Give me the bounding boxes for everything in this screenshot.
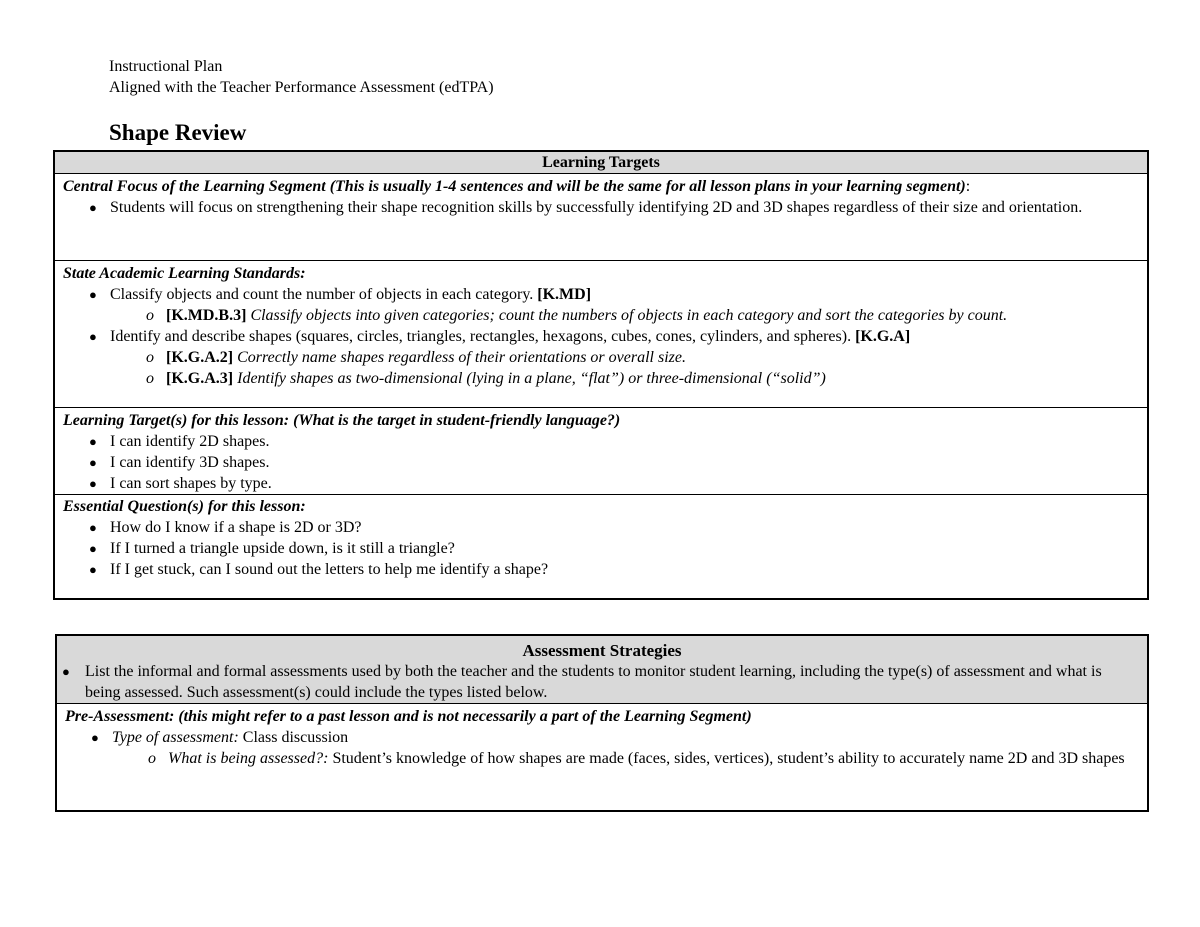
standard-2-text: Identify and describe shapes (squares, circles, triangles, rectangles, hexagons, cubes, cones, cylinders, and spheres).: [110, 328, 852, 345]
bullet-icon: ●: [89, 200, 97, 215]
bullet-icon: ●: [89, 455, 97, 470]
central-focus-colon: :: [965, 178, 971, 195]
assessment-heading-section: [56, 635, 1148, 704]
list-item: [63, 284, 1139, 326]
assessment-strategies-table: [55, 634, 1149, 812]
bullet-icon: ●: [89, 329, 97, 344]
standard-1-sub-code: [K.MD.B.3]: [166, 307, 247, 324]
learning-targets-section: [54, 408, 1148, 495]
list-item: [57, 661, 1139, 703]
assessment-type-label: Type of assessment:: [112, 729, 239, 746]
page-title: Shape Review: [109, 120, 247, 145]
pre-assessment-label: Pre-Assessment: (this might refer to a past lesson and is not necessarily a part of the Learning Segment): [65, 708, 752, 725]
bullet-icon: ●: [62, 664, 70, 679]
list-item: [63, 559, 1139, 580]
target-text: I can identify 2D shapes.: [110, 433, 270, 450]
target-text: I can identify 3D shapes.: [110, 454, 270, 471]
bullet-icon: ●: [91, 730, 99, 745]
standard-1-code: [K.MD]: [537, 286, 592, 303]
pre-assessment-section: [56, 704, 1148, 812]
central-focus-label: Central Focus of the Learning Segment (This is usually 1-4 sentences and will be the same for all lesson plans in your learning segment): [63, 178, 966, 195]
list-item: [63, 538, 1139, 559]
assessment-heading: Assessment Strategies: [522, 641, 682, 660]
learning-targets-table: [53, 150, 1149, 600]
central-focus-section: [54, 174, 1148, 261]
learning-targets-label: Learning Target(s) for this lesson: (What is the target in student-friendly language?): [63, 412, 621, 429]
list-item: [63, 452, 1139, 473]
learning-targets-heading: Learning Targets: [54, 151, 1148, 174]
header-line-1: Instructional Plan: [109, 58, 223, 75]
assessed-value: Student’s knowledge of how shapes are made (faces, sides, vertices), student’s ability to accurately name 2D and 3D shapes: [332, 750, 1125, 767]
central-focus-text: Students will focus on strengthening their shape recognition skills by successfully identifying 2D and 3D shapes regardless of their size and orientation.: [110, 199, 1083, 216]
bullet-icon: ●: [89, 476, 97, 491]
bullet-icon: ●: [89, 562, 97, 577]
list-item: [63, 197, 1139, 218]
target-text: I can sort shapes by type.: [110, 475, 272, 492]
standards-label: State Academic Learning Standards:: [63, 265, 306, 282]
header-line-2: Aligned with the Teacher Performance Assessment (edTPA): [109, 79, 494, 96]
standard-2-sub2-text: Identify shapes as two-dimensional (lying in a plane, “flat”) or three-dimensional (“solid”): [237, 370, 826, 387]
list-item: [63, 326, 1139, 389]
list-item: [63, 473, 1139, 494]
standard-1-sub-text: Classify objects into given categories; count the numbers of objects in each category and sort the categories by count.: [250, 307, 1008, 324]
standard-1-text: Classify objects and count the number of objects in each category.: [110, 286, 534, 303]
list-item: [65, 748, 1139, 769]
assessed-label: What is being assessed?:: [168, 750, 329, 767]
standard-2-sub2-code: [K.G.A.3]: [166, 370, 234, 387]
list-item: [63, 368, 1139, 389]
list-item: [63, 305, 1139, 326]
bullet-icon: ●: [89, 434, 97, 449]
standard-2-sub1-code: [K.G.A.2]: [166, 349, 234, 366]
circle-bullet-icon: o: [146, 370, 154, 387]
list-item: [63, 347, 1139, 368]
list-item: [65, 727, 1139, 769]
question-text: How do I know if a shape is 2D or 3D?: [110, 519, 362, 536]
bullet-icon: ●: [89, 541, 97, 556]
question-text: If I get stuck, can I sound out the letters to help me identify a shape?: [110, 561, 549, 578]
circle-bullet-icon: o: [146, 349, 154, 366]
circle-bullet-icon: o: [148, 750, 156, 767]
essential-questions-section: [54, 495, 1148, 600]
circle-bullet-icon: o: [146, 307, 154, 324]
standard-2-code: [K.G.A]: [855, 328, 911, 345]
standards-section: [54, 261, 1148, 408]
assessment-intro: List the informal and formal assessments used by both the teacher and the students to monitor student learning, including the type(s) of assessment and what is being assessed. Such assessment(s) could include the types listed below.: [85, 663, 1102, 701]
assessment-type-value: Class discussion: [242, 729, 349, 746]
document-header: [109, 56, 494, 98]
question-text: If I turned a triangle upside down, is it still a triangle?: [110, 540, 455, 557]
bullet-icon: ●: [89, 520, 97, 535]
list-item: [63, 431, 1139, 452]
standard-2-sub1-text: Correctly name shapes regardless of their orientations or overall size.: [237, 349, 686, 366]
list-item: [63, 517, 1139, 538]
bullet-icon: ●: [89, 287, 97, 302]
essential-questions-label: Essential Question(s) for this lesson:: [63, 498, 306, 515]
